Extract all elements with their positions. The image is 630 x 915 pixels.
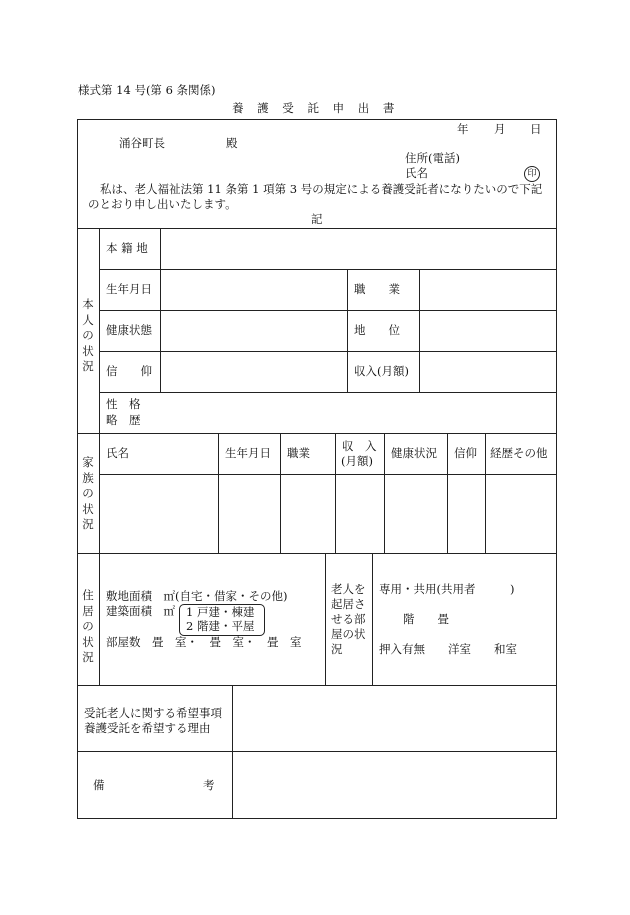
address-label: 住所(電話) (405, 151, 460, 165)
faith-label: 信 仰 (106, 364, 152, 378)
family-header-line (99, 474, 556, 475)
closet-rooms: 押入有無 洋室 和室 (379, 642, 517, 656)
floor-tatami: 階 畳 (403, 612, 449, 626)
name-label: 氏名 (405, 166, 428, 180)
remarks-label-2: 考 (203, 778, 215, 792)
date-month: 月 (494, 122, 506, 136)
self-row-line-4 (99, 392, 556, 393)
remarks-label-1: 備 (93, 778, 105, 792)
building-type-1: 1 戸建・棟建 (186, 605, 255, 619)
wishes-section-top (77, 685, 556, 686)
family-col-birthdate: 生年月日 (225, 446, 271, 460)
residence-col-line-2 (372, 553, 373, 685)
room-label-line-5: 況 (331, 642, 343, 656)
remarks-section-top (77, 751, 556, 752)
addressee: 涌谷町長 (119, 136, 165, 150)
family-col-line-6 (485, 433, 486, 553)
position-label: 地 位 (354, 323, 400, 337)
self-col-line-2 (347, 269, 348, 392)
health-label: 健康状態 (106, 323, 152, 337)
date-year: 年 (457, 122, 469, 136)
self-row-line-2 (99, 310, 556, 311)
self-row-line-1 (99, 269, 556, 270)
ki-mark: 記 (311, 212, 323, 226)
family-col-line-5 (447, 433, 448, 553)
building-area: 建築面積 ㎡ (106, 604, 175, 618)
history-label: 略 歴 (106, 413, 141, 427)
form-title: 養 護 受 託 申 出 書 (232, 101, 400, 115)
date-day: 日 (530, 122, 542, 136)
honorific: 殿 (226, 136, 238, 150)
family-col-occupation: 職業 (287, 446, 310, 460)
self-col-line-3 (419, 269, 420, 392)
residence-section-top (77, 553, 556, 554)
family-col-income-monthly: (月額) (341, 454, 373, 468)
occupation-label: 職 業 (354, 282, 400, 296)
frame-top (77, 119, 556, 120)
family-col-line-2 (280, 433, 281, 553)
room-count: 部屋数 畳 室・ 畳 室・ 畳 室 (106, 635, 302, 649)
frame-bottom (77, 818, 556, 819)
family-col-faith: 信仰 (454, 446, 477, 460)
frame-right (556, 119, 557, 819)
room-label-line-1: 老人を (331, 582, 366, 596)
family-col-income: 収 入 (342, 439, 377, 453)
income-label: 収入(月額) (354, 364, 409, 378)
room-label-line-2: 起居さ (331, 597, 366, 611)
wishes-label-2: 養護受託を希望する理由 (84, 721, 211, 735)
personality-label: 性 格 (106, 397, 141, 411)
form-number: 様式第 14 号(第 6 条関係) (78, 83, 216, 97)
self-section-title: 本人の状況 (82, 297, 94, 373)
declaration-line-1: 私は、老人福祉法第 11 条第 1 項第 3 号の規定による養護受託者になりたいので下記 (100, 182, 543, 196)
family-col-name: 氏名 (106, 446, 129, 460)
building-type-2: 2 階建・平屋 (186, 619, 255, 633)
birthdate-label: 生年月日 (106, 282, 152, 296)
room-label-line-3: せる部 (331, 612, 366, 626)
family-col-line-3 (335, 433, 336, 553)
self-section-top (77, 228, 556, 229)
family-col-line-1 (218, 433, 219, 553)
residence-section-title: 住居の状況 (82, 588, 94, 664)
wishes-label-1: 受託老人に関する希望事項 (84, 706, 222, 720)
exclusive-shared: 専用・共用(共用者 ) (379, 582, 515, 596)
family-col-line-4 (384, 433, 385, 553)
family-col-health: 健康状況 (391, 446, 437, 460)
declaration-line-2: のとおり申し出いたします。 (88, 197, 237, 211)
self-row-line-3 (99, 351, 556, 352)
label-column-line (99, 228, 100, 685)
family-col-career: 経歴その他 (490, 446, 548, 460)
seal-mark: 印 (524, 166, 540, 182)
self-col-line-1 (160, 228, 161, 392)
room-label-line-4: 屋の状 (331, 627, 366, 641)
frame-left (77, 119, 78, 819)
bottom-col-line (232, 685, 233, 818)
honseki-label: 本 籍 地 (106, 241, 148, 255)
site-area: 敷地面積 ㎡(自宅・借家・その他) (106, 589, 288, 603)
residence-col-line-1 (325, 553, 326, 685)
family-section-title: 家族の状況 (82, 455, 94, 531)
